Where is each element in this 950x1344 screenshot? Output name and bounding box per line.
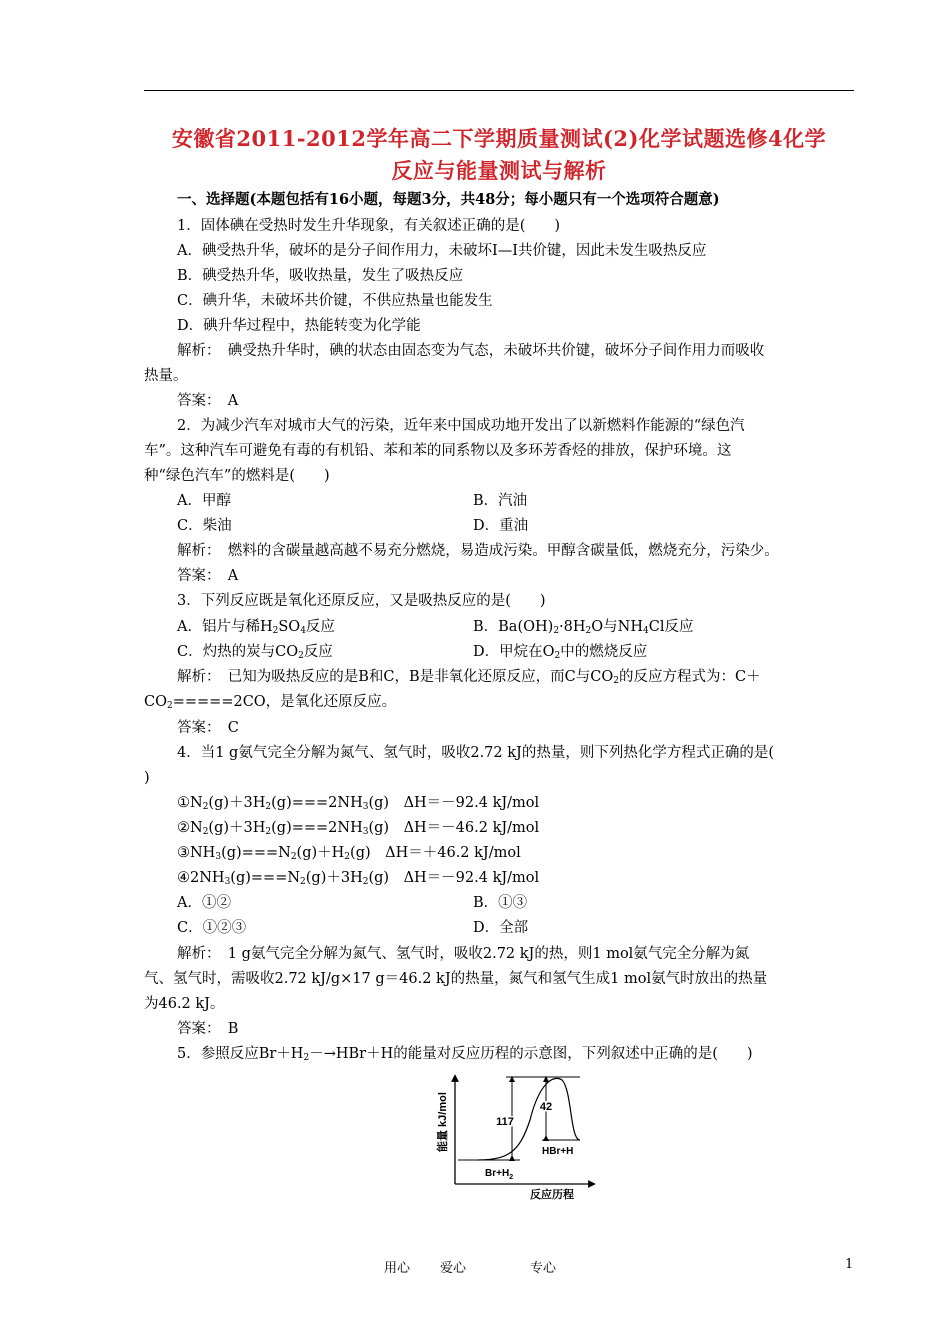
header-rule: [144, 90, 854, 91]
energy-42: 42: [539, 1101, 553, 1113]
reactant-label: $Br+H_2$: [485, 1168, 514, 1181]
q3-option-b: B．$Ba(OH)_2\cdot 8H_2O$与$NH_4Cl$反应: [473, 619, 694, 636]
document-title-line1: 安徽省2011-2012学年高二下学期质量测试(2)化学试题选修4化学: [171, 126, 827, 151]
q3-option-d: D．甲烷在$O_2$中的燃烧反应: [473, 644, 648, 661]
q4-equation-4: $④2NH_3(g)===N_2(g)+3H_2(g)$ ΔH＝－92.4 kJ/mol: [177, 870, 540, 887]
q1-answer: 答案： A: [177, 393, 239, 409]
q1-option-a: A．碘受热升华，破坏的是分子间作用力，未破坏Ⅰ—Ⅰ共价键，因此未发生吸热反应: [177, 243, 707, 259]
q3-analysis: 解析： 已知为吸热反应的是B和C，B是非氧化还原反应，而C与$CO_2$的反应方程式为：C＋: [177, 669, 761, 686]
q2-stem: 2．为减少汽车对城市大气的污染，近年来中国成功地开发出了以新燃料作能源的“绿色汽: [177, 418, 745, 434]
energy-117: 117: [496, 1116, 514, 1128]
q1-analysis-cont: 热量。: [144, 368, 188, 384]
y-axis-label: 能量 kJ/mol: [437, 1092, 449, 1152]
q1-option-b: B．碘受热升华，吸收热量，发生了吸热反应: [177, 268, 464, 284]
q4-stem-cont: ): [144, 770, 150, 786]
q2-option-d: D．重油: [473, 518, 529, 534]
q2-option-b: B．汽油: [473, 493, 528, 509]
q4-answer: 答案： B: [177, 1021, 239, 1037]
footer-motto-1: 用心: [384, 1261, 411, 1276]
q4-option-c: C．①②③: [177, 920, 247, 936]
q3-analysis-cont: $CO_2=====2CO$，是氧化还原反应。: [144, 694, 397, 711]
q2-option-a: A．甲醇: [177, 493, 231, 509]
q4-analysis: 解析： 1 g氨气完全分解为氮气、氢气时，吸收2.72 kJ的热，则1 mol氨气完全分解为氮: [177, 946, 750, 962]
q2-option-c: C．柴油: [177, 518, 232, 534]
q4-stem: 4．当1 g氨气完全分解为氮气、氢气时，吸收2.72 kJ的热量，则下列热化学方程式正确的是(: [177, 745, 774, 761]
q1-option-d: D．碘升华过程中，热能转变为化学能: [177, 318, 421, 334]
document-title-line2: 反应与能量测试与解析: [391, 158, 607, 183]
q1-stem: 1．固体碘在受热时发生升华现象，有关叙述正确的是( ): [177, 218, 561, 234]
q3-stem: 3．下列反应既是氧化还原反应，又是吸热反应的是( ): [177, 593, 546, 609]
page-number: 1: [845, 1257, 854, 1272]
q1-analysis: 解析： 碘受热升华时，碘的状态由固态变为气态，未破坏共价键，破坏分子间作用力而吸收: [177, 343, 765, 359]
q4-option-d: D．全部: [473, 920, 529, 936]
q2-stem-cont2: 种“绿色汽车”的燃料是( ): [144, 468, 330, 484]
energy-diagram: [430, 1070, 600, 1205]
q5-stem: 5．参照反应$Br+H_2-\to HBr+H$的能量对反应历程的示意图，下列叙述中正确的是( ): [177, 1046, 753, 1063]
q3-answer: 答案： C: [177, 720, 239, 736]
q2-analysis: 解析： 燃料的含碳量越高越不易充分燃烧，易造成污染。甲醇含碳量低，燃烧充分，污染少。: [177, 543, 779, 559]
q4-equation-1: $①N_2(g)+3H_2(g)===2NH_3(g)$ ΔH＝－92.4 kJ/mol: [177, 795, 540, 812]
q3-option-a: A．铝片与稀$H_2SO_4$反应: [177, 619, 335, 636]
q4-option-b: B．①③: [473, 895, 528, 911]
q4-equation-2: $②N_2(g)+3H_2(g)===2NH_3(g)$ ΔH＝－46.2 kJ/mol: [177, 820, 540, 837]
x-axis-label: 反应历程: [530, 1189, 574, 1201]
footer-motto-2: 爱心: [440, 1261, 467, 1276]
q4-analysis-cont2: 为46.2 kJ。: [144, 996, 225, 1012]
q4-option-a: A．①②: [177, 895, 231, 911]
q1-option-c: C．碘升华，未破坏共价键，不供应热量也能发生: [177, 293, 493, 309]
q2-stem-cont: 车”。这种汽车可避免有毒的有机铅、苯和苯的同系物以及多环芳香烃的排放，保护环境。这: [144, 443, 732, 459]
q3-option-c: C．灼热的炭与$CO_2$反应: [177, 644, 333, 661]
q2-answer: 答案： A: [177, 568, 239, 584]
section-heading: 一、选择题(本题包括有16小题，每题3分，共48分；每小题只有一个选项符合题意): [177, 191, 720, 208]
q4-equation-3: $③NH_3(g)===N_2(g)+H_2(g)$ ΔH＝＋46.2 kJ/mol: [177, 845, 521, 862]
q4-analysis-cont: 气、氢气时，需吸收2.72 kJ/g×17 g＝46.2 kJ的热量，氮气和氢气生成1 mol氨气时放出的热量: [144, 971, 768, 987]
product-label: HBr+H: [542, 1146, 574, 1157]
footer-motto-3: 专心: [530, 1261, 557, 1276]
